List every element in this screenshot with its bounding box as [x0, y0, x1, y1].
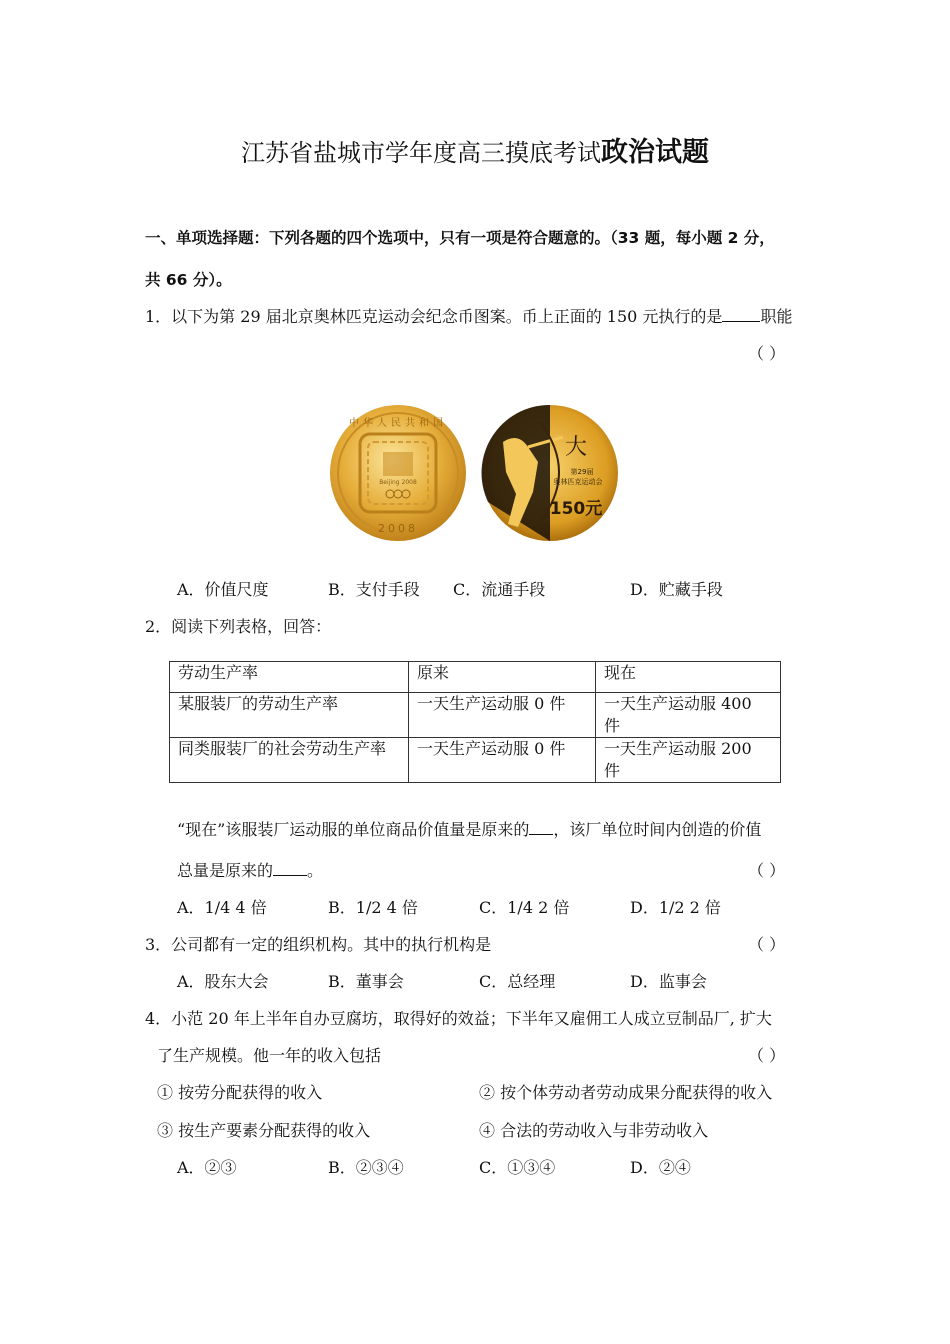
q4-option-c: C．①③④: [479, 1158, 556, 1177]
page-title: [0, 130, 950, 169]
coin-images: [328, 402, 624, 544]
coin-back-line2: 奥林匹克运动会: [553, 478, 603, 486]
coin-front-logo: Beijing 2008: [379, 479, 417, 486]
q2-option-a: A．1/4 4 倍: [177, 898, 267, 917]
q4-item-4: ④ 合法的劳动收入与非劳动收入: [479, 1121, 709, 1140]
coin-back-char: 大: [564, 435, 588, 460]
coin-front-year: 2008: [378, 522, 418, 535]
title-bold: 政治试题: [601, 137, 709, 168]
q1-stem-end: 职能: [760, 307, 793, 326]
table-header-cell: 原来: [409, 662, 596, 693]
q2-blank1: [529, 820, 553, 835]
table-row: [170, 693, 781, 738]
q1-stem-text: 1．以下为第 29 届北京奥林匹克运动会纪念币图案。币上正面的 150 元执行的是: [145, 307, 723, 326]
q2-option-b: B．1/2 4 倍: [328, 898, 418, 917]
table-header-cell: 劳动生产率: [170, 662, 409, 693]
q1-option-d: D．贮藏手段: [630, 580, 723, 599]
q4-stem-line1: 4．小范 20 年上半年自办豆腐坊，取得好的效益；下半年又雇佣工人成立豆制品厂, 扩大: [145, 1009, 772, 1028]
q4-option-b: B．②③④: [328, 1158, 404, 1177]
table-cell: 同类服装厂的社会劳动生产率: [170, 738, 409, 783]
q2-text-line1: [177, 817, 761, 840]
coin-front-inscription: 中华人民共和国: [349, 418, 447, 429]
q2-text1-a: “现在”该服装厂运动服的单位商品价值量是原来的: [177, 820, 530, 839]
q1-option-c: C．流通手段: [453, 580, 546, 599]
q1-answer-paren: （ ）: [748, 344, 786, 363]
q2-text-line2: [177, 858, 323, 881]
q4-option-a: A．②③: [177, 1158, 237, 1177]
q3-option-d: D．监事会: [630, 972, 707, 991]
table-cell: 一天生产运动服 0 件: [409, 738, 596, 783]
section-heading-line1: 一、单项选择题：下列各题的四个选项中，只有一项是符合题意的。（33 题，每小题 2 分，: [145, 229, 775, 247]
q2-text1-b: ，该厂单位时间内创造的价值: [553, 820, 762, 839]
coin-back: [482, 405, 618, 541]
q3-option-c: C．总经理: [479, 972, 556, 991]
coin-back-value: 150元: [549, 499, 603, 519]
q3-answer-paren: （ ）: [748, 935, 786, 954]
q2-answer-paren: （ ）: [748, 861, 786, 880]
coin-front: [330, 405, 466, 541]
q1-stem: [145, 304, 792, 327]
q4-item-3: ③ 按生产要素分配获得的收入: [157, 1121, 371, 1140]
q4-option-d: D．②④: [630, 1158, 691, 1177]
q2-option-c: C．1/4 2 倍: [479, 898, 570, 917]
q2-stem: 2．阅读下列表格，回答：: [145, 617, 332, 636]
q3-option-b: B．董事会: [328, 972, 404, 991]
section-heading-line2: 共 66 分）。: [145, 271, 232, 289]
table-cell: 某服装厂的劳动生产率: [170, 693, 409, 738]
table-cell: 一天生产运动服 200 件: [596, 738, 781, 783]
q2-text2-b: 。: [307, 861, 324, 880]
table-header-cell: 现在: [596, 662, 781, 693]
q2-blank2: [273, 861, 307, 876]
q4-stem-line2: 了生产规模。他一年的收入包括: [157, 1046, 382, 1065]
title-plain: 江苏省盐城市学年度高三摸底考试: [241, 139, 601, 167]
table-cell: 一天生产运动服 400 件: [596, 693, 781, 738]
q4-item-1: ① 按劳分配获得的收入: [157, 1083, 323, 1102]
table-cell: 一天生产运动服 0 件: [409, 693, 596, 738]
q1-blank: [722, 307, 760, 322]
table-header-row: [170, 662, 781, 693]
productivity-table: [169, 661, 781, 783]
q1-option-b: B．支付手段: [328, 580, 420, 599]
table-row: [170, 738, 781, 783]
q2-text2-a: 总量是原来的: [177, 861, 274, 880]
q4-item-2: ② 按个体劳动者劳动成果分配获得的收入: [479, 1083, 773, 1102]
q3-option-a: A．股东大会: [177, 972, 269, 991]
q2-option-d: D．1/2 2 倍: [630, 898, 721, 917]
coin-back-line1: 第29届: [570, 468, 594, 476]
q1-option-a: A．价值尺度: [177, 580, 269, 599]
q3-stem: 3．公司都有一定的组织机构。其中的执行机构是: [145, 935, 492, 954]
q4-answer-paren: （ ）: [748, 1046, 786, 1065]
